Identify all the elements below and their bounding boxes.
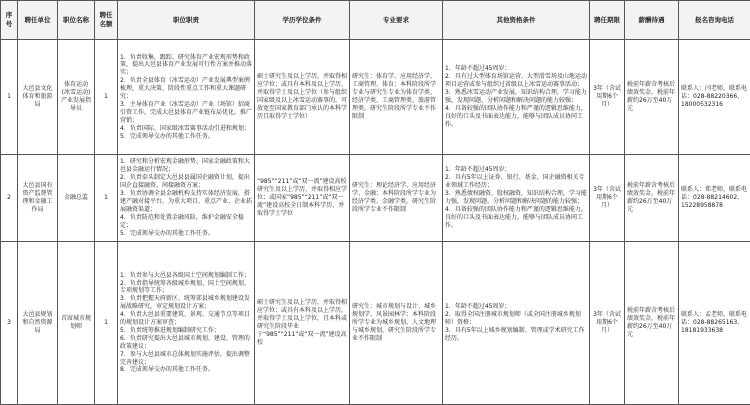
other-item: 1．年龄不超过45周岁； xyxy=(445,166,587,174)
row-count: 1 xyxy=(95,40,118,155)
duty-item: 6．负责研究提出大邑县城市规划、建设、管理的政策建议； xyxy=(120,335,252,351)
other-item: 1．年龄不超过45周岁； xyxy=(445,303,587,311)
row-other xyxy=(443,40,590,155)
row-major: 研究生：理论经济学、应用经济学、金融；本科阶段所学专业为经济学类、金融学类，研究生阶段所学专业不作限制 xyxy=(350,155,443,242)
header-count: 聘任名额 xyxy=(95,1,118,40)
table-row xyxy=(1,242,750,405)
duty-item: 1．负责参与大邑县各级国土空间规划编制工作； xyxy=(120,272,252,280)
table-row xyxy=(1,155,750,242)
row-position: 金融总监 xyxy=(58,155,95,242)
other-item: 2．取得全国注册城市规划师（或全国注册城乡规划师）资格； xyxy=(445,311,587,327)
row-education: “985”“211”或“双一流”建设高校研究生及以上学历、并取得相应学位；或国家“985”“211”或“双一流”建设高校全日制本科学历、并取得学士学位 xyxy=(255,155,350,242)
header-contact: 报名咨询电话 xyxy=(679,1,750,40)
row-major: 研究生：城市规划与设计、城乡规划学、风景园林学；本科阶段所学专业为城乡规划、人文地理与城乡规划，研究生阶段所学专业不作限制 xyxy=(350,242,443,405)
row-duties xyxy=(118,155,255,242)
other-item: 3．熟悉冰雪运动产业发展，知识结构合理，学习能力强，发现问题、分析问题和解决问题的能力较强； xyxy=(445,89,587,105)
row-salary: 税前年薪含考核后绩效奖金，税前年薪约26万至40万元 xyxy=(625,155,679,242)
header-no: 序号 xyxy=(1,1,18,40)
header-position: 职位名称 xyxy=(58,1,95,40)
duty-item: 5．负责统筹推进规划编制研究工作； xyxy=(120,327,252,335)
row-salary: 税前年薪含考核后绩效奖金，税前年薪约26万至40万元 xyxy=(625,242,679,405)
row-education: 硕士研究生及以上学历，并取得相应学位；或具有本科及以上学历，并取得学士及以上学位，且本科或研究生阶段毕业于“985”“211”或“双一流”建设高校 xyxy=(255,242,350,405)
duty-item: 3．负责把握天府新区、统筹郊县城乡规划建设发展战略研究，审定规划设计方案； xyxy=(120,295,252,311)
row-position: 首席城市规划师 xyxy=(58,242,95,405)
row-duties xyxy=(118,40,255,155)
row-contact: 联系人：孟老师，联系电话：028-88265163、18181933638 xyxy=(679,242,750,405)
row-position: 体育运动(冰雪运动)产业发展指导员 xyxy=(58,40,95,155)
row-major: 研究生：体育学、应用经济学、工商管理、体育；本科阶段所学专业与研究生专业为体育学类、经济学类、工商管理类、旅游管理类，研究生阶段所学专业不作限制 xyxy=(350,40,443,155)
row-salary: 税前年薪含考核后绩效奖金，税前年薪约26万至40万元 xyxy=(625,40,679,155)
row-unit: 大邑县国有资产监督管理和金融工作局 xyxy=(18,155,58,242)
row-contact: 联系人：闫老师，联系电话：028-88220366、18000532316 xyxy=(679,40,750,155)
other-item: 2．具有5年以上证券、银行、基金、国企融资相关专业领域工作经历； xyxy=(445,174,587,190)
row-term: 3年（含试用期6个月） xyxy=(590,40,625,155)
header-duties: 职位职责 xyxy=(118,1,255,40)
header-major: 专业要求 xyxy=(350,1,443,40)
duty-item: 1．负责收集、跟踪、研究体育产业宏观形势和政策，提出大邑县体育产业发展可行性方案并推动落实； xyxy=(120,54,252,78)
row-count: 1 xyxy=(95,242,118,405)
row-unit: 大邑县文化体育和旅游局 xyxy=(18,40,58,155)
duty-item: 5．完成领导交办的其他工作任务。 xyxy=(120,133,252,141)
row-education: 硕士研究生及以上学历，并取得相应学位；或具有本科及以上学历、并取得学士及以上学位（参与组织国家级及以上冰雪运动赛事的，可放宽至国家教育部门承认的本科学历且取得学士学位） xyxy=(255,40,350,155)
header-unit: 聘任单位 xyxy=(18,1,58,40)
duty-item: 4．负责大邑县重要建筑、景观、交通节点等项目的规划设计方案审查； xyxy=(120,311,252,327)
table-row xyxy=(1,40,750,155)
duty-item: 8．完成领导交办的其他工作任务。 xyxy=(120,366,252,374)
header-other: 其他资格条件 xyxy=(443,1,590,40)
duty-item: 5．完成领导交办的其他工作任务。 xyxy=(120,230,252,238)
duty-item: 3．负责协调全县金融机构支持实体经济发展，搭建产融对接平台，为重大项目、重点产业、企业拓展融资渠道； xyxy=(120,190,252,214)
row-other xyxy=(443,155,590,242)
other-item: 2．具有过大型体育场馆运营、大型滑雪场及山地运动项目运营或参与组织过省级以上冰雪运动赛事活动； xyxy=(445,73,587,89)
other-item: 3．具有5年以上城乡规划编制、管理或学术研究工作经历。 xyxy=(445,327,587,343)
duty-item: 2．负责牵头制定大邑县县属国企融资计划，提出国企直接融资、间接融资方案； xyxy=(120,174,252,190)
header-salary: 薪酬待遇 xyxy=(625,1,679,40)
row-unit: 大邑县规划和自然资源局 xyxy=(18,242,58,405)
header-term: 聘任期限 xyxy=(590,1,625,40)
other-item: 3．熟悉债权融资、股权融资，知识结构合理，学习能力强，发现问题、分析问题和解决问题的能力较强； xyxy=(445,190,587,206)
row-no: 3 xyxy=(1,242,18,405)
row-duties xyxy=(118,242,255,405)
row-no: 1 xyxy=(1,40,18,155)
row-contact: 联系人：郑老师，联系电话：028-88214602、15228958878 xyxy=(679,155,750,242)
row-no: 2 xyxy=(1,155,18,242)
duty-item: 7．参与大邑县城市总体规划实施评估，提出调整完善建议； xyxy=(120,351,252,367)
duty-item: 4．负责国际、国家级冰雪赛事活动引进和规划； xyxy=(120,125,252,133)
other-item: 1．年龄不超过45周岁； xyxy=(445,65,587,73)
duty-item: 3．主导体育产业（冰雪运动）产业（场馆）招商引资工作，完成大邑县体育产业链布局优化，推广营销； xyxy=(120,101,252,125)
duty-item: 1．研究和分析宏观金融形势、国家金融政策和大邑县金融运行情况； xyxy=(120,158,252,174)
table-header-row xyxy=(1,1,750,40)
header-education: 学历学位条件 xyxy=(255,1,350,40)
duty-item: 4．负责防范和处置金融风险，维护金融安全稳定； xyxy=(120,214,252,230)
duty-item: 2．负责指导统筹各级城乡规划、国土空间规划、专项规划等工作； xyxy=(120,280,252,296)
row-term: 3年（含试用期6个月） xyxy=(590,242,625,405)
row-term: 3年（含试用期6个月） xyxy=(590,155,625,242)
row-other xyxy=(443,242,590,405)
row-count: 1 xyxy=(95,155,118,242)
other-item: 4．具备较强的团队协作能力和严谨的逻辑思维能力，良好的口头及书面表达能力，能够与团队成员协同工作。 xyxy=(445,105,587,129)
duty-item: 2．负责全县体育（冰雪运动）产业发展典型案例梳理，重大决策、阶段性重点工作和重大课题研究； xyxy=(120,77,252,101)
other-item: 4．具备较强的团队协作能力和严谨的逻辑思维能力，良好的口头及书面表达能力，能够与团队成员协同工作。 xyxy=(445,206,587,230)
